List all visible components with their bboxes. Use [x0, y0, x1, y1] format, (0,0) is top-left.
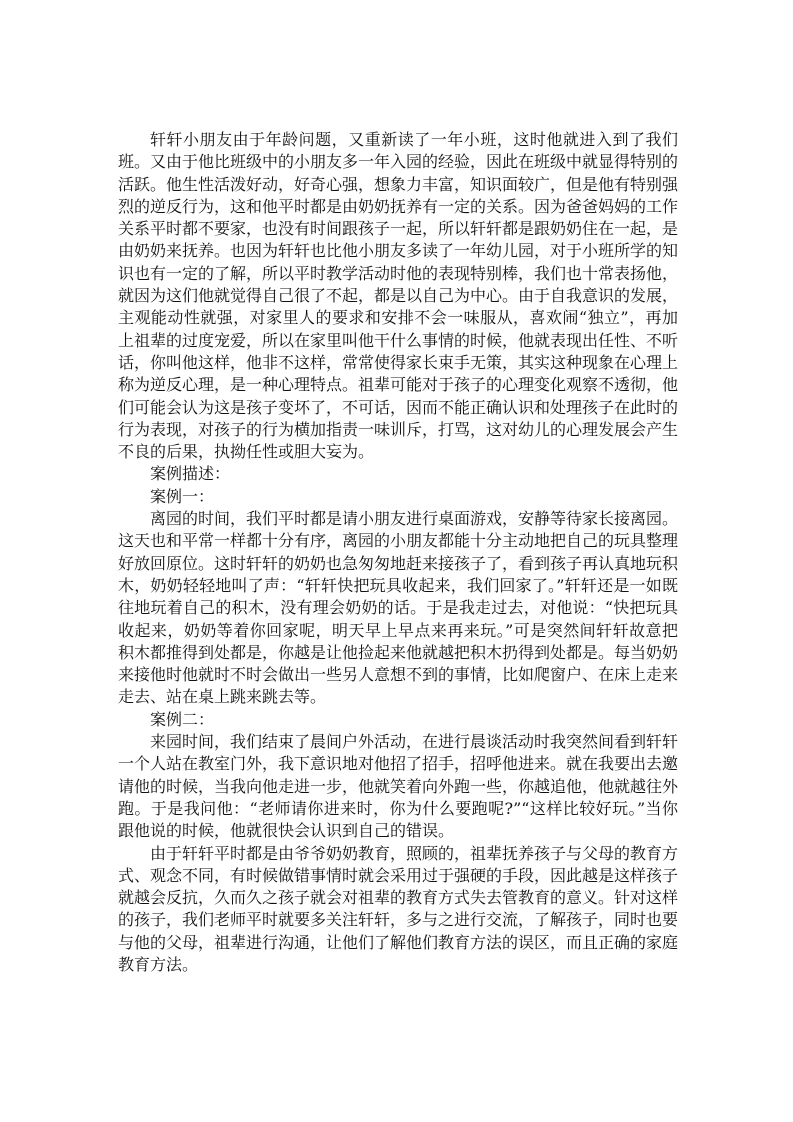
case-two-heading: 案例二： — [150, 709, 215, 729]
case-one-heading: 案例一： — [150, 486, 215, 506]
case-description-heading: 案例描述： — [150, 464, 231, 484]
analysis-paragraph: 由于轩轩平时都是由爷爷奶奶教育，照顾的，祖辈抚养孩子与父母的教育方式、观念不同，有时候做错事情时就会采用过于强硬的手段，因此越是这样孩子就越会反抗，久而久之孩子就会对祖辈的教育方式失去管教育的意义。针对这样的孩子，我们老师平时就要多关注轩轩，多与之进行交流，了解孩子，同时也要与他的父母，祖辈进行沟通，让他们了解他们教育方法的误区，而且正确的家庭教育方法。 — [118, 843, 679, 974]
document-body — [118, 129, 678, 976]
case-one-paragraph: 离园的时间，我们平时都是请小朋友进行桌面游戏，安静等待家长接离园。这天也和平常一样都十分有序，离园的小朋友都能十分主动地把自己的玩具整理好放回原位。这时轩轩的奶奶也急匆匆地赶来接孩子了，看到孩子再认真地玩积木，奶奶轻轻地叫了声：“轩轩快把玩具收起来，我们回家了。”轩轩还是一如既往地玩着自己的积木，没有理会奶奶的话。于是我走过去，对他说：“快把玩具收起来，奶奶等着你回家呢，明天早上早点来再来玩。”可是突然间轩轩故意把积木都推得到处都是，你越是让他捡起来他就越把积木扔得到处都是。每当奶奶来接他时他就时不时会做出一些另人意想不到的事情，比如爬窗户、在床上走来走去、站在桌上跳来跳去等。 — [118, 509, 679, 707]
case-two-paragraph: 来园时间，我们结束了晨间户外活动，在进行晨谈活动时我突然间看到轩轩一个人站在教室门外，我下意识地对他招了招手，招呼他进来。就在我要出去邀请他的时候，当我向他走进一步，他就笑着向外跑一些，你越追他，他就越往外跑。于是我问他：“老师请你进来时，你为什么要跑呢?”“这样比较好玩。”当你跟他说的时候，他就很快会认识到自己的错误。 — [118, 732, 679, 841]
intro-paragraph: 轩轩小朋友由于年龄问题，又重新读了一年小班，这时他就进入到了我们班。又由于他比班级中的小朋友多一年入园的经验，因此在班级中就显得特别的活跃。他生性活泼好动，好奇心强，想象力丰富，知识面较广，但是他有特别强烈的逆反行为，这和他平时都是由奶奶抚养有一定的关系。因为爸爸妈妈的工作关系平时都不要家，也没有时间跟孩子一起，所以轩轩都是跟奶奶住在一起，是由奶奶来抚养。也因为轩轩也比他小朋友多读了一年幼儿园，对于小班所学的知识也有一定的了解，所以平时教学活动时他的表现特别棒，我们也十常表扬他，就因为这们他就觉得自己很了不起，都是以自己为中心。由于自我意识的发展，主观能动性就强，对家里人的要求和安排不会一味服从，喜欢闹“独立”，再加上祖辈的过度宠爱，所以在家里叫他干什么事情的时候，他就表现出任性、不听话，你叫他这样，他非不这样，常常使得家长束手无策，其实这种现象在心理上称为逆反心理，是一种心理特点。祖辈可能对于孩子的心理变化观察不透彻，他们可能会认为这是孩子变坏了，不可话，因而不能正确认识和处理孩子在此时的行为表现，对孩子的行为横加指责一味训斥，打骂，这对幼儿的心理发展会产生不良的后果，执拗任性或胆大妄为。 — [118, 130, 679, 462]
